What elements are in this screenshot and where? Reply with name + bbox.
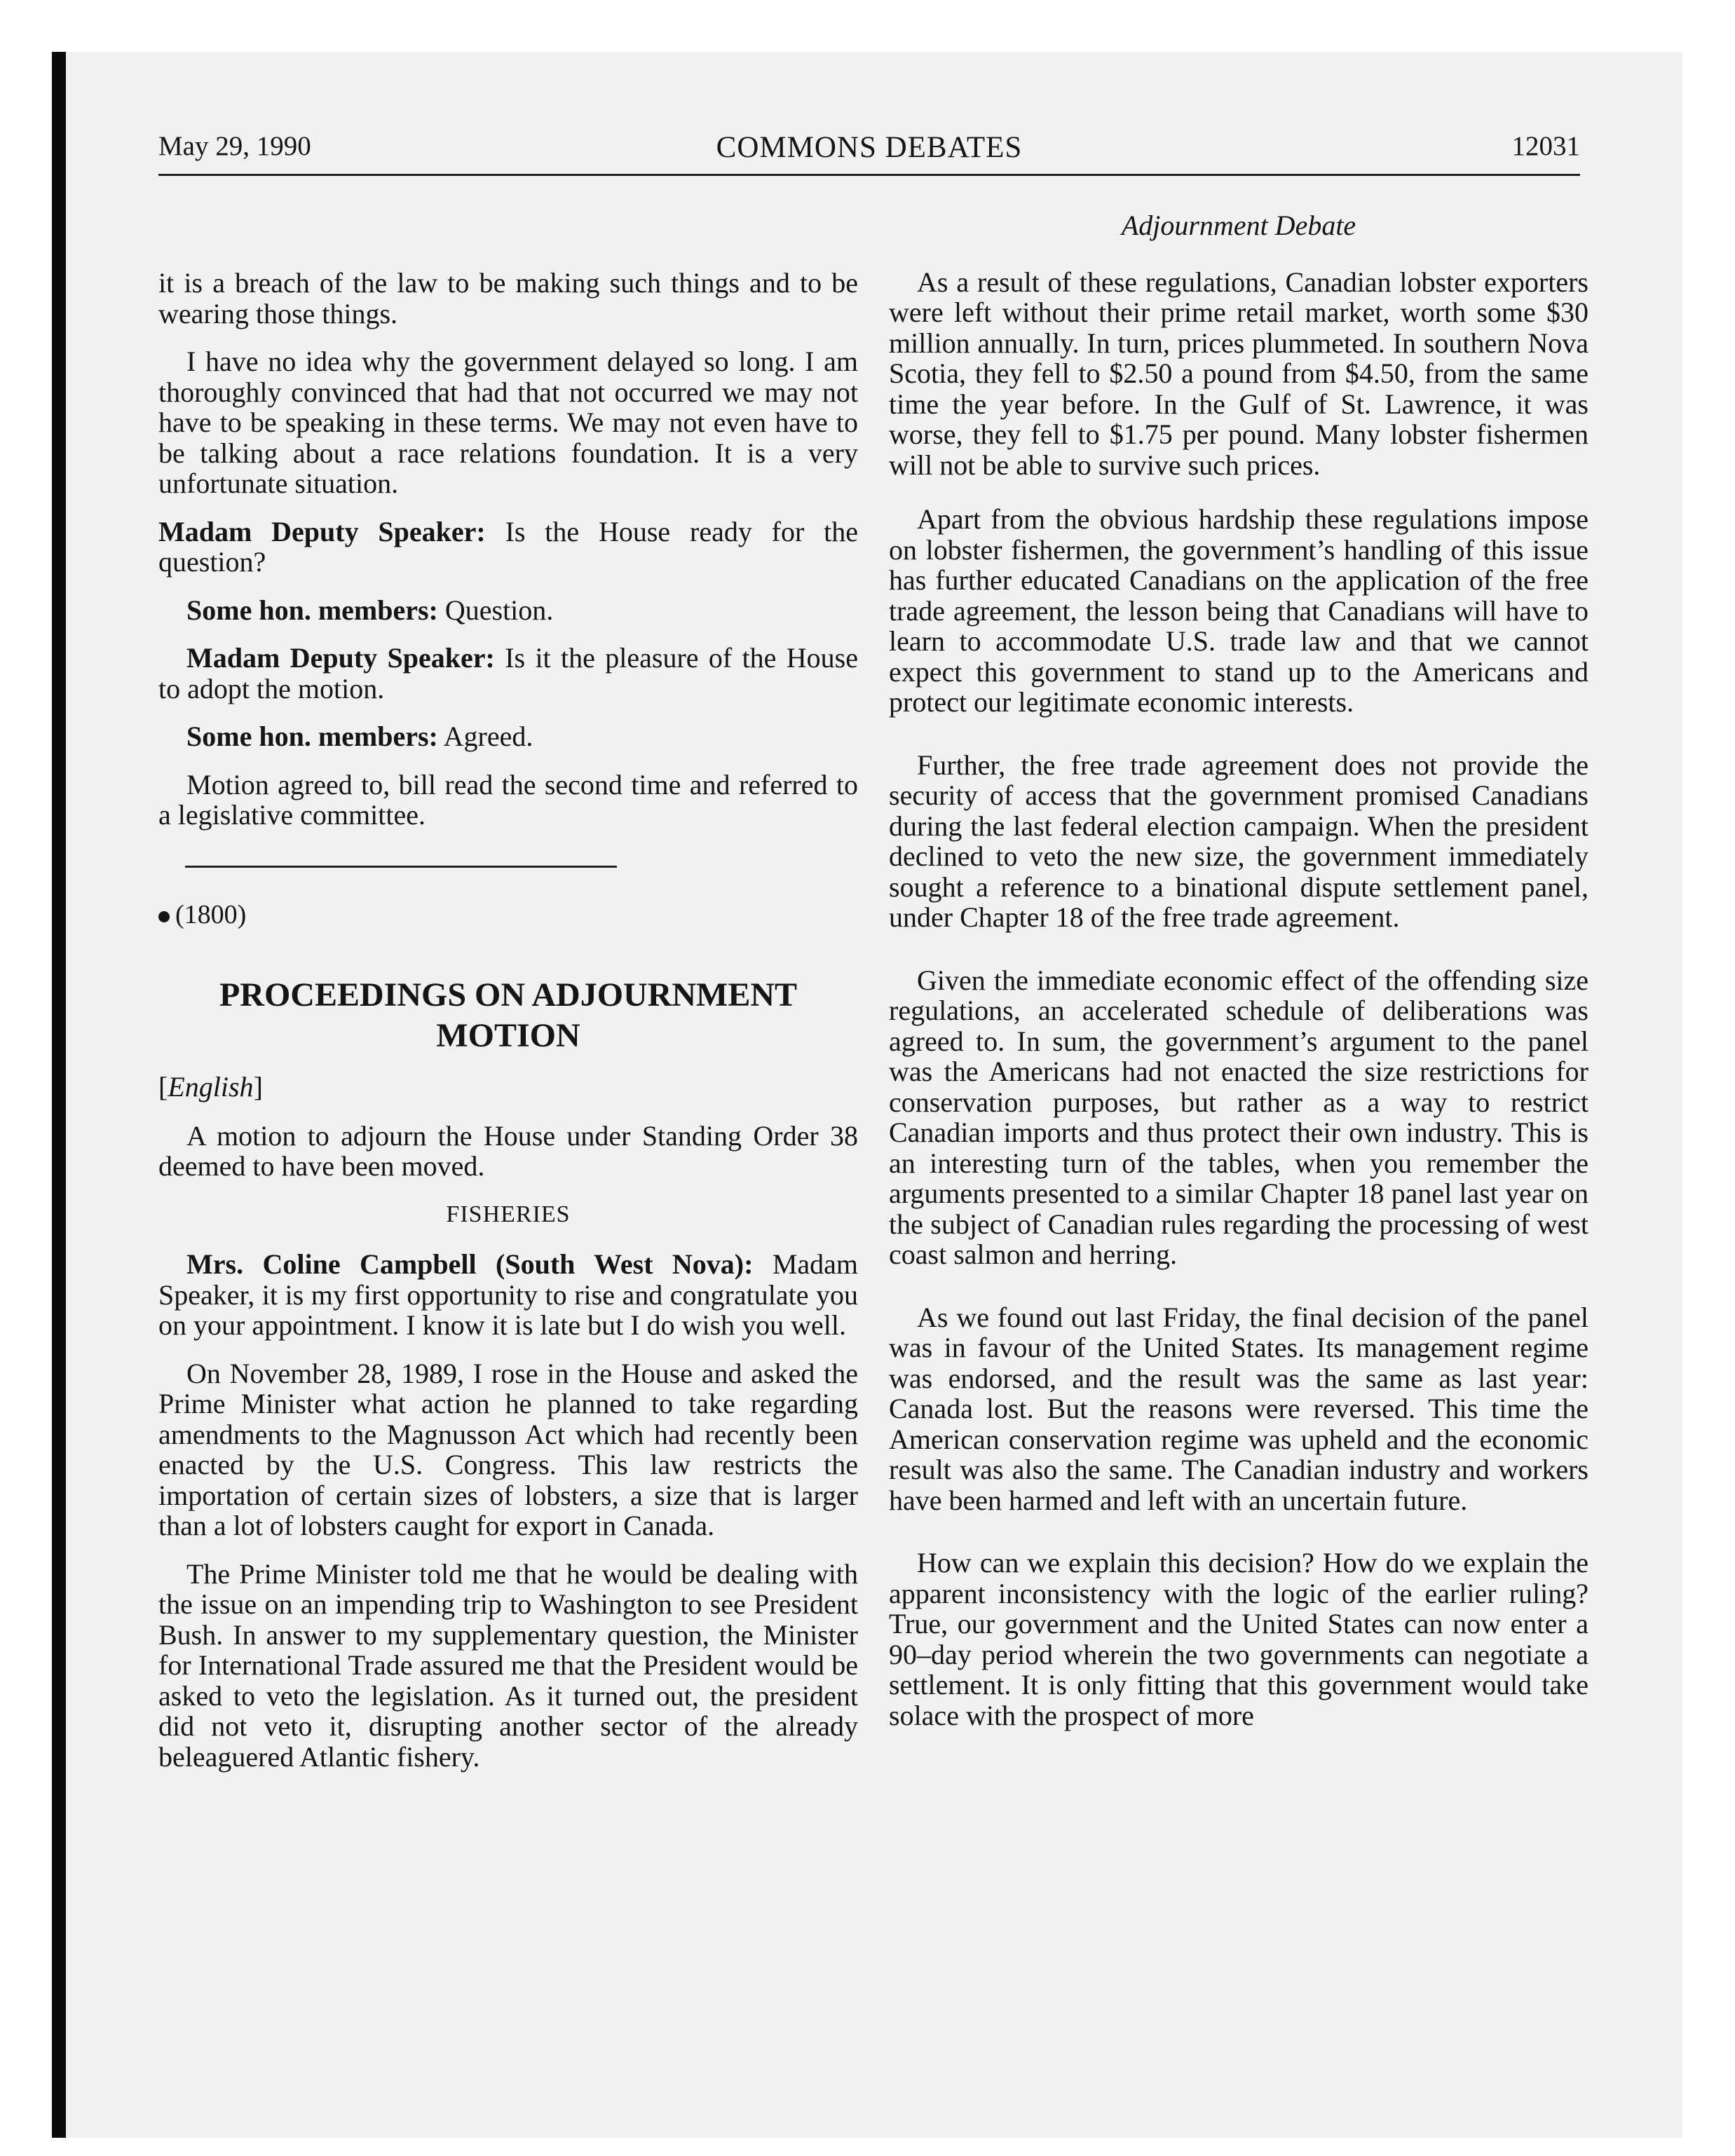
speaker-text: Agreed. <box>437 721 533 752</box>
paragraph: As a result of these regulations, Canadian lobster exporters were left without their prime retail market, worth some $30 million annually. In turn, prices plummeted. In southern Nova Scotia, they fell to $2.50 a pound from $4.50, from the same time the year before. In the Gulf of St. Lawrence, it was worse, they fell to $1.75 per pound. Many lobster fishermen will not be able to survive such prices. <box>889 266 1588 481</box>
section-divider <box>185 866 617 868</box>
paragraph: I have no idea why the government delayed so long. I am thoroughly convinced that had that not occurred we may not have to be speaking in these terms. We may not even have to be talking about a race relations foundation. It is a very unfortunate situation. <box>158 346 858 499</box>
paragraph: The Prime Minister told me that he would be dealing with the issue on an impending trip to Washington to see President Bush. In answer to my supplementary question, the Minister for International Trade assured me that the President would be asked to veto the legislation. As it turned out, the president did not veto it, disrupting another sector of the already beleaguered Atlantic fishery. <box>158 1557 858 1773</box>
speaker-text: Question. <box>437 594 554 626</box>
speaker-turn <box>158 517 858 578</box>
speaker-name: Madam Deputy Speaker: <box>186 642 495 674</box>
header-date: May 29, 1990 <box>158 131 311 161</box>
left-column <box>158 268 858 1789</box>
section-heading: PROCEEDINGS ON ADJOURNMENT MOTION <box>219 976 798 1054</box>
speaker-text: Madam Speaker, it is my first opportunity to rise and congratulate you on your appointment. I know it is late but I do wish you well. <box>158 1248 859 1341</box>
scan-edge-shadow <box>52 52 66 2138</box>
paragraph: A motion to adjourn the House under Standing Order 38 deemed to have been moved. <box>158 1119 858 1182</box>
language-tag-text: English <box>168 1071 254 1103</box>
language-tag: [English] <box>158 1071 263 1103</box>
paragraph: As we found out last Friday, the final decision of the panel was in favour of the United States. Its management regime was endorsed, and the result was the same as last year: Canada lost. But the reasons were reversed. This time the American conservation regime was upheld and the economic result was also the same. The Canadian industry and workers have been harmed and left with an uncertain future. <box>889 1301 1588 1516</box>
paragraph: Apart from the obvious hardship these regulations impose on lobster fishermen, the government’s handling of this issue has further educated Canadians on the application of the free trade agreement, the lesson being that Canadians will have to learn to accommodate U.S. trade law and that we cannot expect this government to stand up to the Americans and protect our legitimate economic interests. <box>889 503 1588 718</box>
paragraph: On November 28, 1989, I rose in the House and asked the Prime Minister what action he planned to take regarding amendments to the Magnusson Act which had recently been enacted by the U.S. Congress. This law restricts the importation of certain sizes of lobsters, a size that is larger than a lot of lobsters caught for export in Canada. <box>158 1357 858 1541</box>
header-page-number: 12031 <box>1511 131 1580 161</box>
speaker-name: Mrs. Coline Campbell (South West Nova): <box>186 1248 754 1280</box>
header-rule <box>158 174 1580 176</box>
time-mark <box>158 900 858 931</box>
right-column <box>889 210 1588 1748</box>
speaker-turn <box>158 643 858 704</box>
speaker-turn <box>158 595 858 626</box>
speaker-name: Some hon. members: <box>186 594 438 626</box>
speaker-text: Is the House ready for the question? <box>158 515 859 578</box>
motion-result: Motion agreed to, bill read the second time and referred to a legislative committee. <box>158 768 858 831</box>
paragraph: Further, the free trade agreement does not provide the security of access that the government promised Canadians during the last federal election campaign. When the president declined to veto the new size, the government immediately sought a reference to a binational dispute settlement panel, under Chapter 18 of the free trade agreement. <box>889 749 1588 933</box>
speaker-name: Some hon. members: <box>186 721 438 752</box>
speaker-text: Is it the pleasure of the House to adopt the motion. <box>158 642 859 704</box>
paragraph: it is a breach of the law to be making such things and to be wearing those things. <box>158 267 858 329</box>
running-header <box>158 130 1580 172</box>
bullet-icon <box>158 911 170 922</box>
column-heading: Adjournment Debate <box>1121 210 1356 241</box>
paragraph: Given the immediate economic effect of the offending size regulations, an accelerated schedule of deliberations was agreed to. In sum, the government’s argument to the panel was the Americans had not enacted the size restrictions for conservation purposes, but rather as a way to restrict Canadian imports and thus protect their own industry. This is an interesting turn of the tables, when you remember the arguments presented to a similar Chapter 18 panel last year on the subject of Canadian rules regarding the processing of west coast salmon and herring. <box>889 964 1588 1270</box>
time-mark-text: (1800) <box>175 899 247 929</box>
header-title: COMMONS DEBATES <box>716 131 1023 164</box>
subheading: FISHERIES <box>446 1201 571 1227</box>
paragraph: How can we explain this decision? How do we explain the apparent inconsistency with the logic of the earlier ruling? True, our government and the United States can now enter a 90–day period wherein the two governments can negotiate a settlement. It is only fitting that this government would take solace with the prospect of more <box>889 1547 1588 1731</box>
speaker-turn <box>158 721 858 752</box>
speaker-name: Madam Deputy Speaker: <box>158 515 486 547</box>
speaker-turn <box>158 1249 858 1341</box>
